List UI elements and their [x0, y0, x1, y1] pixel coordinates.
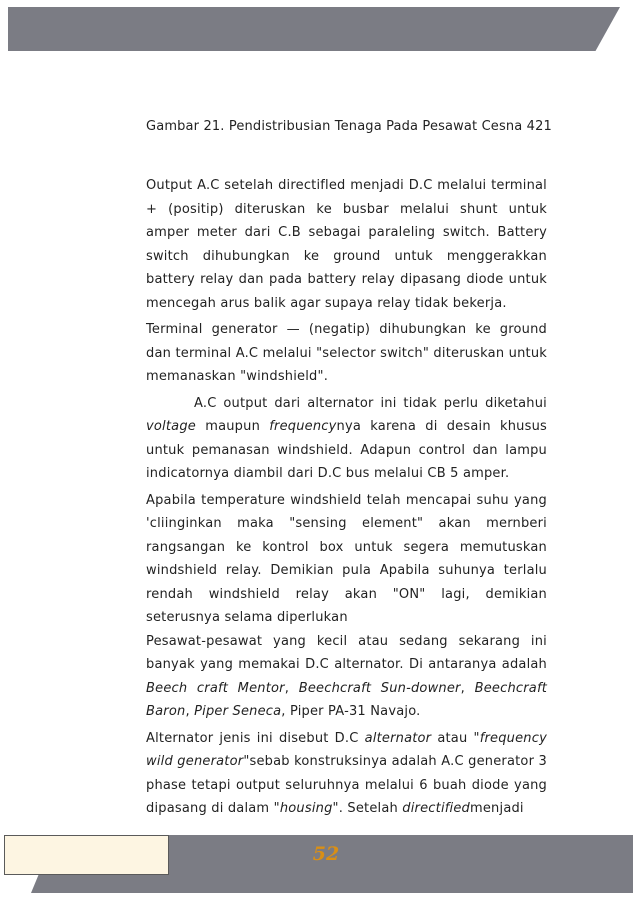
paragraph-5-italic: Beechcraft Sun-downer	[298, 680, 461, 696]
paragraph-4: Apabila temperature windshield telah mencapai suhu yang 'cliinginkan maka "sensing element" akan mernberi rangsangan ke kontrol box untuk segera memutuskan windshield relay. Demikian pula Apabila suhunya terlalu rendah windshield relay akan "ON" lagi, demikian seterusnya selama diperlukan	[146, 492, 547, 625]
paragraph-6-italic: alternator	[364, 730, 432, 746]
paragraph-5-text: ,	[460, 680, 475, 696]
paragraph-3-text: nya karena di desain khusus untuk pemanasan windshield. Adapun control dan lampu indicatornya diambil dari D.C bus melalui CB 5 amper.	[146, 419, 547, 481]
paragraph-5-text: ,	[284, 680, 299, 696]
paragraph-6-italic: housing	[279, 801, 333, 816]
paragraph-5	[146, 630, 547, 724]
footer-box	[4, 835, 169, 875]
paragraph-3-italic: voltage	[146, 419, 196, 434]
paragraph-6-text: menjadi	[470, 801, 524, 816]
figure-caption: Gambar 21. Pendistribusian Tenaga Pada Pesawat Cesna 421	[146, 119, 552, 134]
paragraph-6	[146, 727, 547, 821]
paragraph-5-italic: Beechcraft Baron	[146, 680, 548, 719]
paragraph-5-italic: Beech craft Mentor	[146, 680, 285, 696]
paragraph-6-italic: directified	[402, 801, 470, 816]
paragraph-2: Terminal generator — (negatip) dihubungkan ke ground dan terminal A.C melalui "selector switch" diteruskan untuk memanaskan "windshield".	[146, 322, 547, 384]
paragraph-3	[146, 392, 547, 486]
paragraph-3-text: A.C output dari alternator ini tidak perlu diketahui	[194, 395, 547, 411]
paragraph-5-text: Pesawat-pesawat yang kecil atau sedang sekarang ini banyak yang memakai D.C alternator. Di antaranya adalah	[146, 633, 547, 672]
paragraph-6-italic: frequency wild generator	[146, 730, 547, 769]
paragraph-6-text: ". Setelah	[332, 801, 403, 816]
body-text	[146, 174, 547, 821]
paragraph-5-text: ,	[185, 704, 195, 719]
paragraph-6-text: Alternator jenis ini disebut D.C	[146, 730, 365, 746]
header-band	[8, 7, 620, 51]
paragraph-3-italic: frequency	[269, 419, 337, 434]
paragraph-5-text: , Piper PA-31 Navajo.	[281, 704, 421, 719]
paragraph-3-text: maupun	[195, 419, 270, 434]
page-number: 52	[312, 843, 340, 865]
paragraph-5-italic: Piper Seneca	[194, 704, 282, 719]
paragraph-6-text: atau "	[431, 730, 480, 746]
paragraph-6-text: "sebab konstruksinya adalah A.C generator 3 phase tetapi output seluruhnya melalui 6 buah diode yang dipasang di dalam "	[146, 754, 547, 816]
paragraph-1: Output A.C setelah directifled menjadi D.C melalui terminal + (positip) diteruskan ke busbar melalui shunt untuk amper meter dari C.B sebagai paraleling switch. Battery switch dihubungkan ke ground untuk menggerakkan battery relay dan pada battery relay dipasang diode untuk mencegah arus balik agar supaya relay tidak bekerja.	[146, 178, 547, 311]
